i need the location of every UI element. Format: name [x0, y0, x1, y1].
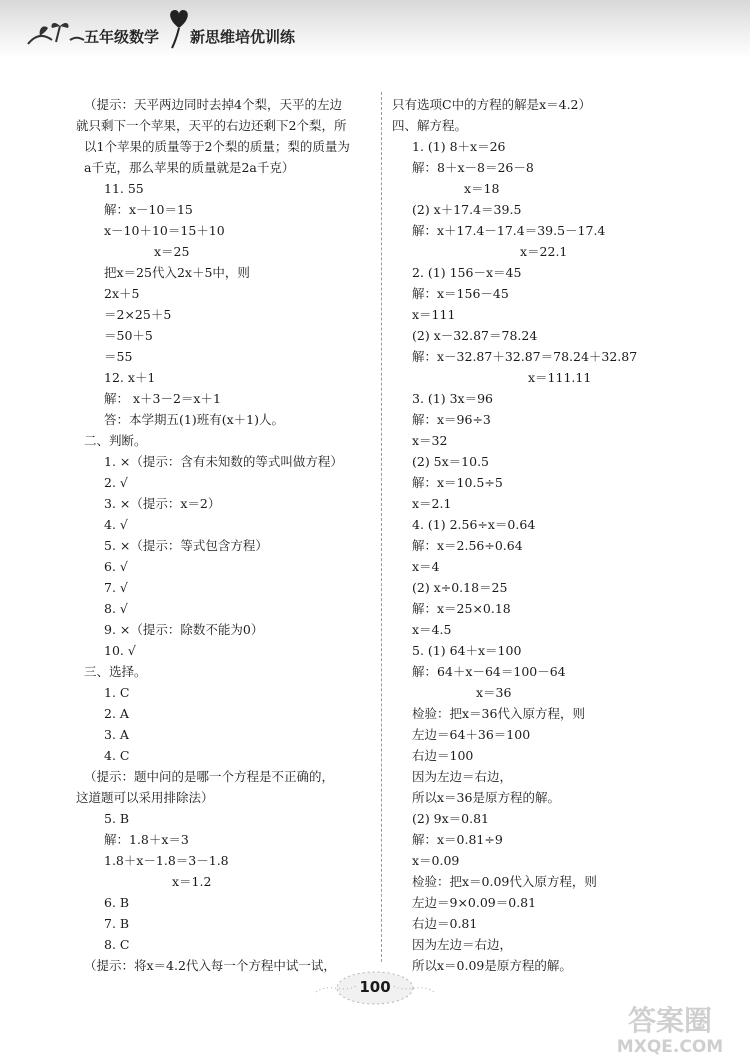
text-line: 以1个苹果的质量等于2个梨的质量；梨的质量为: [84, 139, 350, 154]
text-line: 1. ×（提示：含有未知数的等式叫做方程）: [104, 454, 343, 469]
text-line: 答：本学期五(1)班有(x＋1)人。: [104, 412, 284, 427]
text-line: 右边＝0.81: [412, 916, 478, 931]
text-line: 解：1.8＋x＝3: [104, 832, 189, 847]
text-line: 左边＝9×0.09＝0.81: [412, 895, 537, 910]
text-line: x＝111.11: [528, 370, 592, 385]
text-line: x＝32: [412, 433, 448, 448]
text-line: 解：x－32.87＋32.87＝78.24＋32.87: [412, 349, 638, 364]
text-line: 9. ×（提示：除数不能为0）: [104, 622, 264, 637]
text-line: 1. (1) 8＋x＝26: [412, 139, 506, 154]
text-line: (2) x÷0.18＝25: [412, 580, 508, 595]
text-line: （提示：将x＝4.2代入每一个方程中试一试，: [84, 958, 336, 973]
text-line: 10. √: [104, 643, 136, 658]
text-line: （提示：题中问的是哪一个方程是不正确的，: [84, 769, 335, 784]
text-line: （提示：天平两边同时去掉4个梨，天平的左边: [84, 97, 342, 112]
text-line: 解：x＝2.56÷0.64: [412, 538, 523, 553]
text-line: x＝25: [154, 244, 190, 259]
text-line: (2) 9x＝0.81: [412, 811, 490, 826]
text-line: x＝111: [412, 307, 456, 322]
text-line: 二、判断。: [84, 433, 147, 448]
watermark-main: 答案圈: [627, 1004, 713, 1037]
text-line: 解：x－10＝15: [104, 202, 193, 217]
text-line: 8. √: [104, 601, 128, 616]
column-divider: [381, 92, 382, 962]
text-line: 解：x＋17.4－17.4＝39.5－17.4: [412, 223, 606, 238]
text-line: 3. ×（提示：x＝2）: [104, 496, 221, 511]
text-line: 3. (1) 3x＝96: [412, 391, 493, 406]
text-line: 解：64＋x－64＝100－64: [412, 664, 566, 679]
text-line: 5. ×（提示：等式包含方程）: [104, 538, 268, 553]
text-line: 所以x＝36是原方程的解。: [412, 790, 560, 805]
text-line: 6. B: [104, 895, 130, 910]
text-line: 1. C: [104, 685, 130, 700]
left-column: [76, 94, 372, 976]
text-line: 这道题可以采用排除法）: [76, 790, 214, 805]
text-line: 就只剩下一个苹果，天平的右边还剩下2个梨，所: [76, 118, 347, 133]
text-line: x＝22.1: [520, 244, 568, 259]
text-line: 解：x＝0.81÷9: [412, 832, 503, 847]
text-line: 2. A: [104, 706, 129, 721]
text-line: 左边＝64＋36＝100: [412, 727, 531, 742]
text-line: 解：x＝10.5÷5: [412, 475, 503, 490]
text-line: 因为左边＝右边，: [412, 937, 513, 952]
text-line: 8. C: [104, 937, 130, 952]
watermark-logo: [600, 1000, 740, 1056]
text-line: 1.8＋x－1.8＝3－1.8: [104, 853, 229, 868]
text-line: 11. 55: [104, 181, 144, 196]
text-line: (2) x＋17.4＝39.5: [412, 202, 522, 217]
text-line: 三、选择。: [84, 664, 147, 679]
text-line: ＝55: [104, 349, 133, 364]
text-line: x＝18: [464, 181, 500, 196]
text-line: 检验：把x＝36代入原方程，则: [412, 706, 585, 721]
text-line: x＝36: [476, 685, 512, 700]
right-column: [392, 94, 692, 976]
text-line: x＝4: [412, 559, 440, 574]
header-series-title: 新思维培优训练: [190, 28, 296, 46]
text-line: 把x＝25代入2x＋5中，则: [104, 265, 250, 280]
text-line: 3. A: [104, 727, 129, 742]
text-line: x－10＋10＝15＋10: [104, 223, 225, 238]
text-line: 7. B: [104, 916, 130, 931]
text-line: 5. (1) 64＋x＝100: [412, 643, 522, 658]
page-number: 100: [359, 978, 391, 996]
text-line: (2) 5x＝10.5: [412, 454, 490, 469]
text-line: 4. C: [104, 748, 130, 763]
text-line: x＝2.1: [412, 496, 452, 511]
sprout-icon: [22, 16, 86, 50]
text-line: 所以x＝0.09是原方程的解。: [412, 958, 572, 973]
text-line: 解：x＝156－45: [412, 286, 509, 301]
text-line: 解：x＝96÷3: [412, 412, 491, 427]
text-line: 解： x＋3－2＝x＋1: [104, 391, 221, 406]
text-line: 2. √: [104, 475, 128, 490]
text-line: 因为左边＝右边，: [412, 769, 513, 784]
text-line: 四、解方程。: [392, 118, 468, 133]
text-line: 只有选项C中的方程的解是x＝4.2）: [392, 97, 591, 112]
text-line: 解：x＝25×0.18: [412, 601, 511, 616]
text-line: 6. √: [104, 559, 128, 574]
text-line: ＝50＋5: [104, 328, 153, 343]
text-line: 4. √: [104, 517, 128, 532]
text-line: 5. B: [104, 811, 130, 826]
text-line: 解：8＋x－8＝26－8: [412, 160, 534, 175]
text-line: x＝4.5: [412, 622, 452, 637]
text-line: 2. (1) 156－x＝45: [412, 265, 522, 280]
text-line: 7. √: [104, 580, 128, 595]
text-line: 检验：把x＝0.09代入原方程，则: [412, 874, 597, 889]
text-line: 右边＝100: [412, 748, 474, 763]
text-line: a千克，那么苹果的质量就是2a千克）: [84, 160, 295, 175]
text-line: 12. x＋1: [104, 370, 156, 385]
text-line: (2) x－32.87＝78.24: [412, 328, 538, 343]
text-line: 2x＋5: [104, 286, 140, 301]
text-line: x＝0.09: [412, 853, 460, 868]
text-line: 4. (1) 2.56÷x＝0.64: [412, 517, 536, 532]
text-line: ＝2×25＋5: [104, 307, 172, 322]
watermark-sub: MXQE.COM: [616, 1037, 724, 1056]
header-grade-title: 五年级数学: [84, 28, 160, 46]
text-line: x＝1.2: [172, 874, 212, 889]
